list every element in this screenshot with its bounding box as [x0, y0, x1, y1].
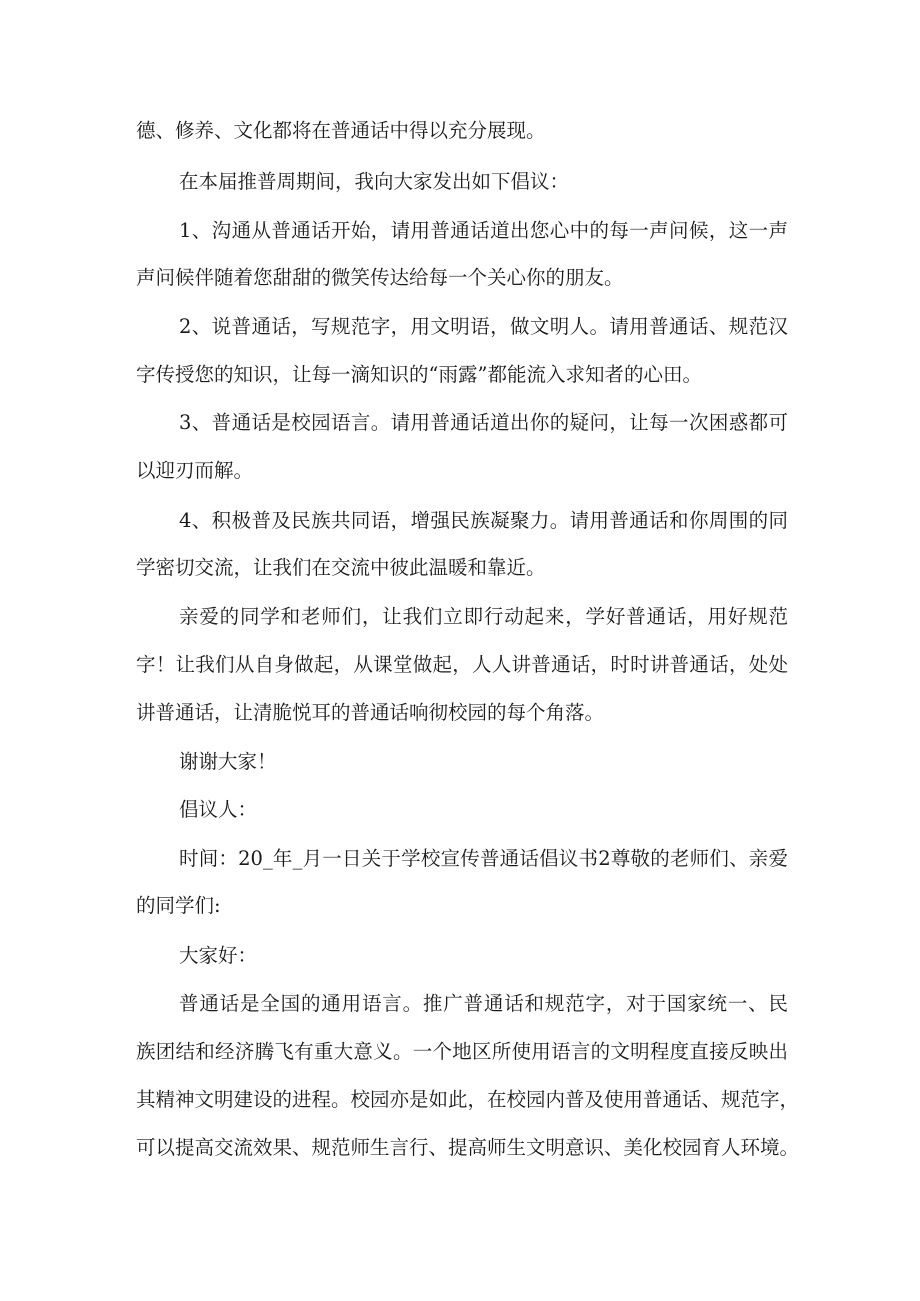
text-line: 声问候伴随着您甜甜的微笑传达给每一个关心你的朋友。: [136, 266, 624, 289]
text-line: 德、修养、文化都将在普通话中得以充分展现。: [136, 119, 546, 142]
text-line: 普通话是全国的通用语言。推广普通话和规范字，对于国家统一、民: [179, 992, 788, 1015]
text-line: 谢谢大家！: [179, 750, 277, 773]
text-line: 3、普通话是校园语言。请用普通话道出你的疑问，让每一次困惑都可: [179, 411, 788, 434]
text-line: 字！让我们从自身做起，从课堂做起，人人讲普通话，时时讲普通话，处处: [136, 653, 788, 676]
text-line: 的同学们:: [136, 894, 221, 917]
text-line: 在本届推普周期间，我向大家发出如下倡议：: [179, 170, 570, 193]
text-line: 大家好：: [179, 944, 258, 967]
text-line: 可以提高交流效果、规范师生言行、提高师生文明意识、美化校园育人环境。: [136, 1136, 800, 1159]
text-line: 以迎刃而解。: [136, 459, 254, 482]
text-line: 字传授您的知识，让每一滴知识的“雨露”都能流入求知者的心田。: [136, 363, 702, 386]
text-line: 1、沟通从普通话开始，请用普通话道出您心中的每一声问候，这一声: [179, 219, 788, 242]
text-line: 学密切交流，让我们在交流中彼此温暖和靠近。: [136, 556, 546, 579]
text-line: 时间：20_年_月一日关于学校宣传普通话倡议书2尊敬的老师们、亲爱: [179, 847, 788, 870]
text-line: 讲普通话，让清脆悦耳的普通话响彻校园的每个角落。: [136, 701, 605, 724]
text-line: 2、说普通话，写规范字，用文明语，做文明人。请用普通话、规范汉: [179, 315, 788, 338]
text-line: 倡议人：: [179, 798, 258, 821]
text-line: 其精神文明建设的进程。校园亦是如此，在校园内普及使用普通话、规范字，: [136, 1088, 800, 1111]
text-line: 族团结和经济腾飞有重大意义。一个地区所使用语言的文明程度直接反映出: [136, 1040, 788, 1063]
text-line: 亲爱的同学和老师们，让我们立即行动起来，学好普通话，用好规范: [179, 605, 788, 628]
text-line: 4、积极普及民族共同语，增强民族凝聚力。请用普通话和你周围的同: [179, 509, 788, 532]
